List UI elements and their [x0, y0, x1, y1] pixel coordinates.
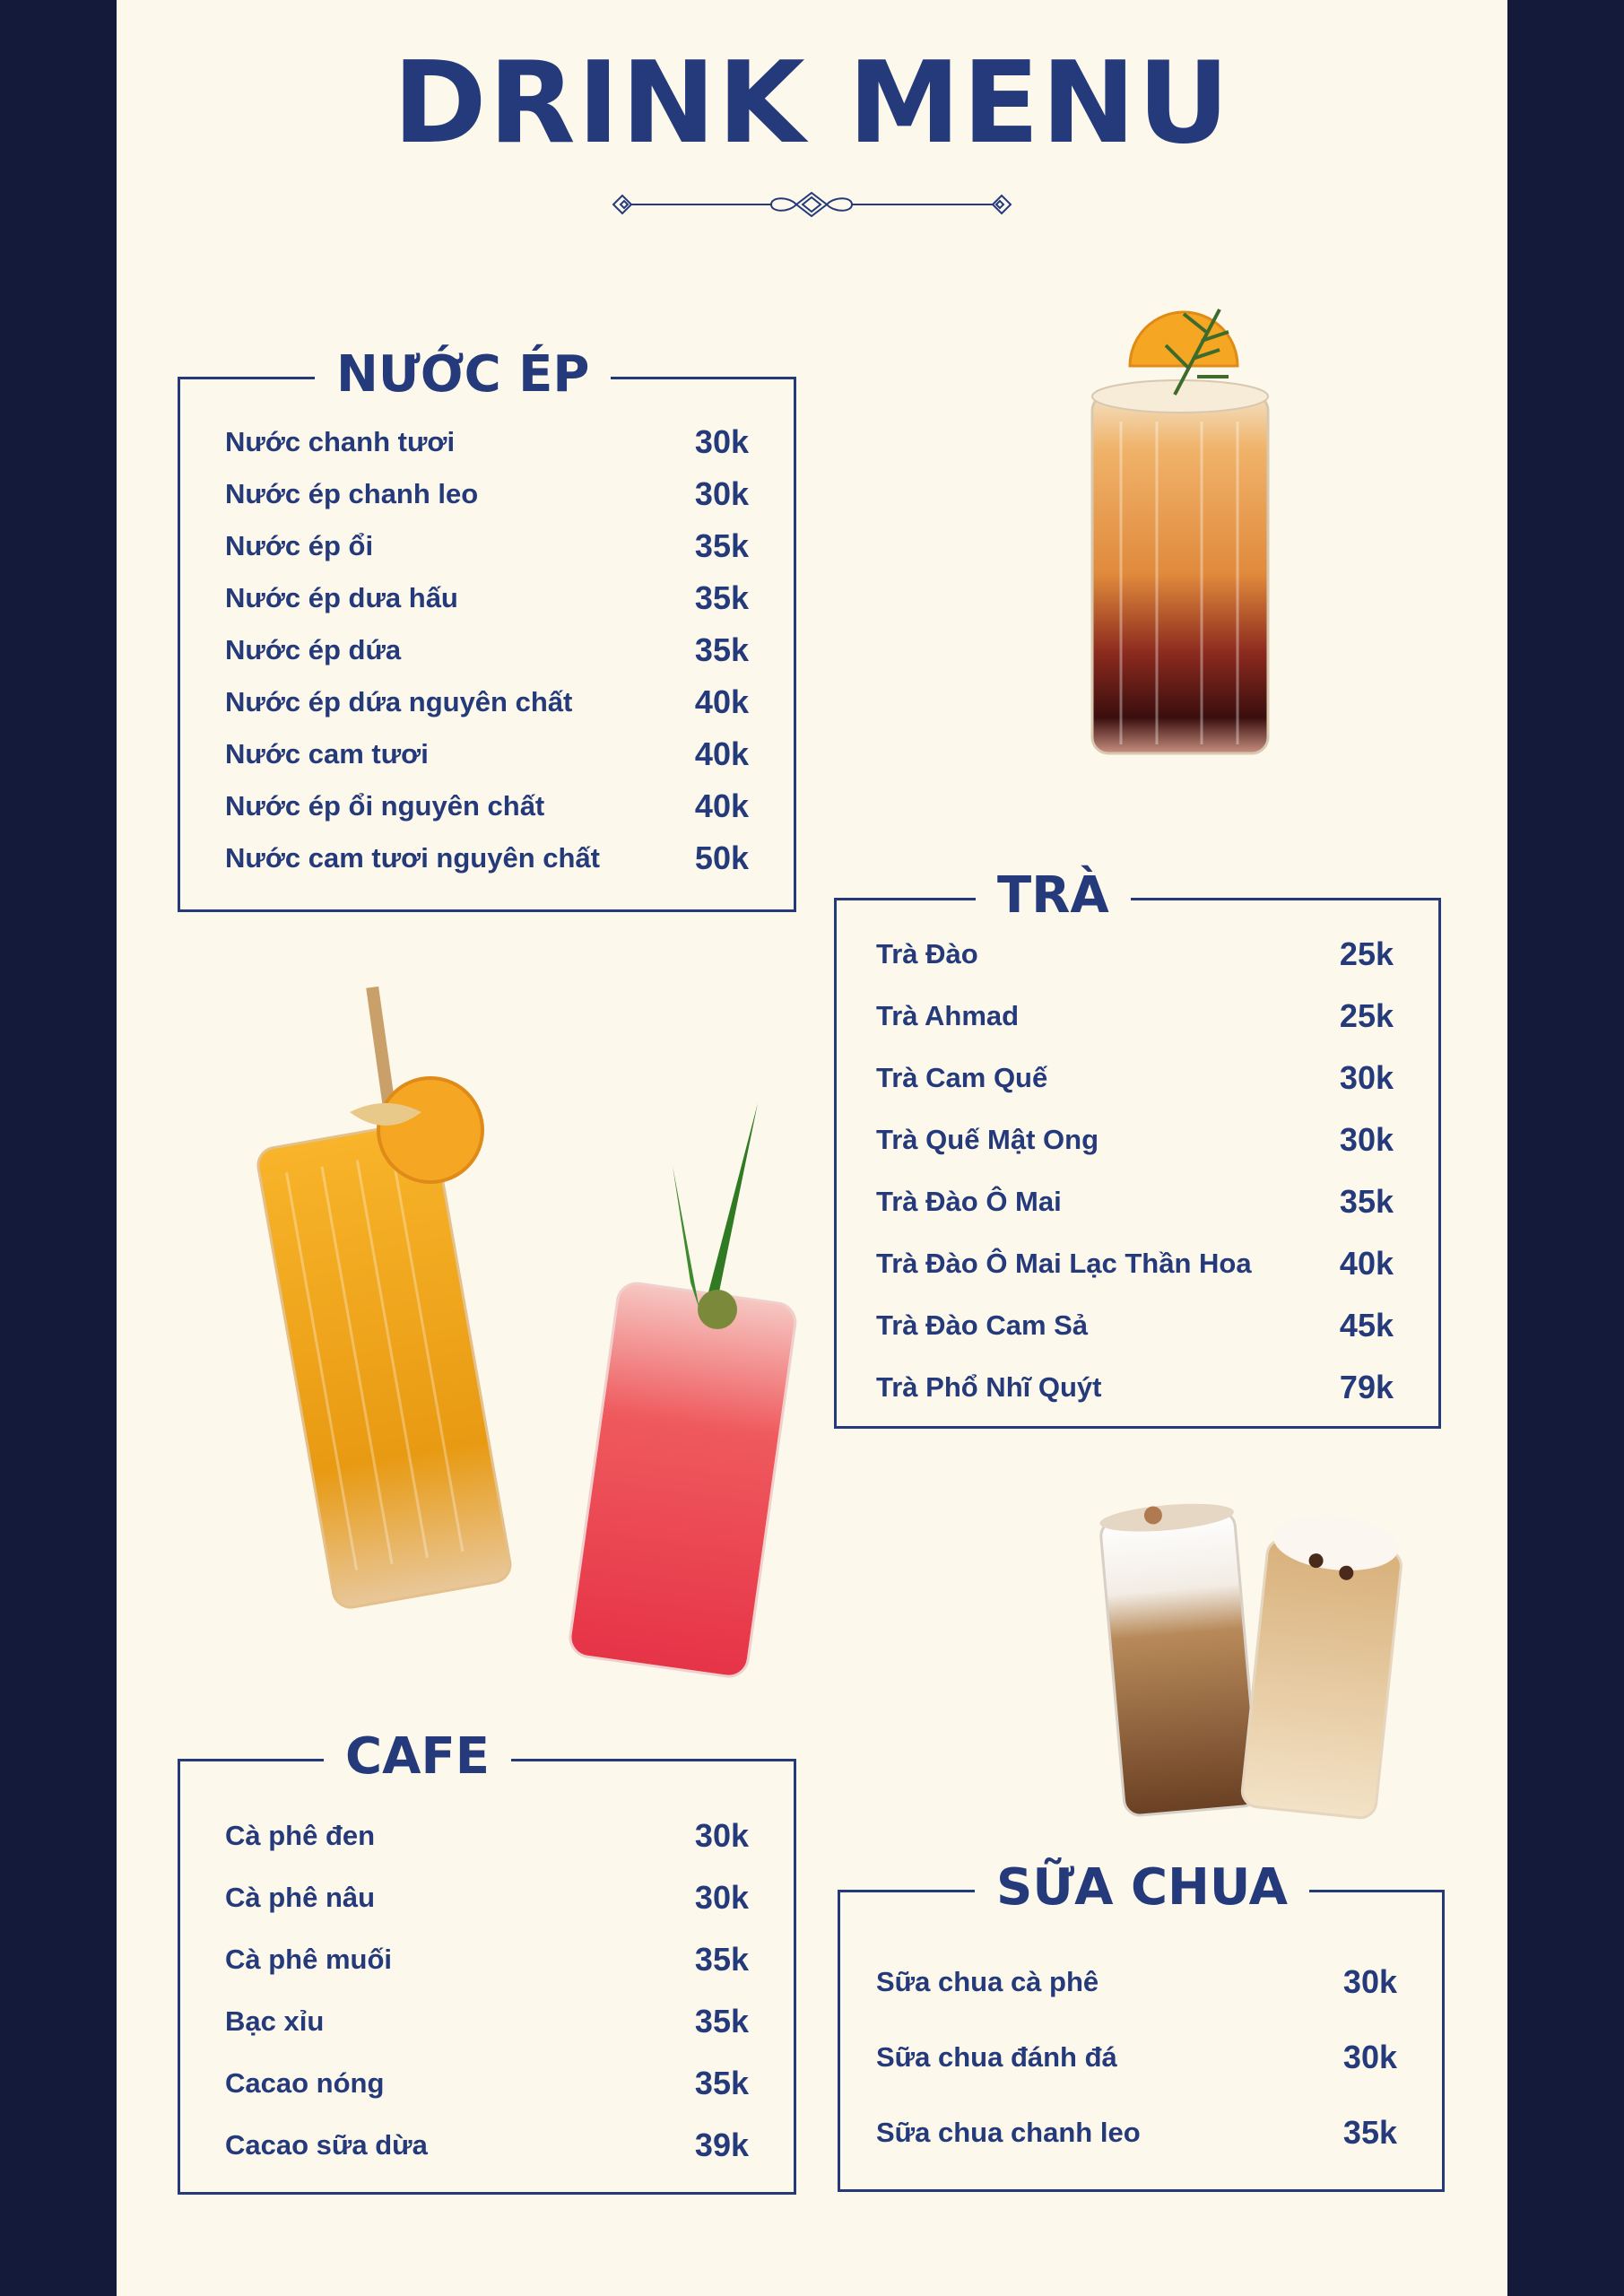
item-name: Cacao nóng — [225, 2067, 385, 2099]
menu-item — [876, 994, 1394, 1039]
item-price: 40k — [1339, 1245, 1394, 1282]
item-price: 30k — [1339, 1121, 1394, 1158]
item-price: 35k — [694, 2003, 749, 2039]
menu-item — [225, 680, 749, 725]
item-name: Sữa chua cà phê — [876, 1966, 1099, 1997]
item-price: 35k — [1339, 1183, 1394, 1220]
menu-item — [876, 1365, 1394, 1410]
menu-item — [876, 2110, 1397, 2155]
menu-item — [876, 1303, 1394, 1348]
item-name: Nước ép ổi nguyên chất — [225, 790, 545, 822]
menu-item — [225, 784, 749, 829]
item-name: Trà Quế Mật Ong — [876, 1124, 1099, 1155]
menu-item — [225, 2123, 749, 2168]
menu-item — [876, 1118, 1394, 1162]
item-price: 40k — [694, 683, 749, 720]
item-name: Sữa chua đánh đá — [876, 2041, 1117, 2073]
item-name: Trà Đào Cam Sả — [876, 1309, 1089, 1341]
item-name: Trà Đào Ô Mai — [876, 1186, 1062, 1217]
item-price: 30k — [1342, 1963, 1397, 2000]
item-name: Trà Ahmad — [876, 1000, 1020, 1031]
item-name: Nước chanh tươi — [225, 426, 456, 457]
item-price: 35k — [694, 631, 749, 668]
section-title: TRÀ — [976, 865, 1131, 927]
menu-item — [225, 1813, 749, 1858]
item-name: Cacao sữa dừa — [225, 2129, 428, 2161]
section-nuoc-ep — [178, 345, 796, 912]
menu-item — [876, 1960, 1397, 2005]
item-name: Nước ép chanh leo — [225, 478, 479, 509]
item-name: Trà Cam Quế — [876, 1062, 1048, 1093]
item-name: Nước ép dứa nguyên chất — [225, 686, 573, 718]
item-name: Nước cam tươi nguyên chất — [225, 842, 601, 874]
menu-title: DRINK MENU — [393, 37, 1231, 169]
item-price: 30k — [694, 423, 749, 460]
item-name: Trà Đào — [876, 938, 978, 970]
menu-item — [876, 1179, 1394, 1224]
item-price: 30k — [1339, 1059, 1394, 1096]
item-name: Nước ép ổi — [225, 530, 374, 561]
item-price: 30k — [694, 1817, 749, 1854]
item-name: Cà phê nâu — [225, 1882, 376, 1913]
item-price: 35k — [694, 579, 749, 616]
item-name: Trà Đào Ô Mai Lạc Thần Hoa — [876, 1248, 1252, 1279]
menu-item — [876, 932, 1394, 977]
item-price: 25k — [1339, 997, 1394, 1034]
menu-item — [225, 1999, 749, 2044]
menu-item — [225, 1937, 749, 1982]
item-price: 35k — [694, 1941, 749, 1978]
item-name: Sữa chua chanh leo — [876, 2117, 1141, 2148]
menu-item — [225, 472, 749, 517]
item-price: 79k — [1339, 1369, 1394, 1405]
iced-coffee-glasses-photo — [1076, 1489, 1453, 1821]
item-name: Nước cam tươi — [225, 738, 429, 770]
menu-item — [225, 836, 749, 881]
section-tra — [834, 866, 1441, 1429]
menu-item — [225, 1875, 749, 1920]
item-name: Nước ép dứa — [225, 634, 402, 665]
menu-item — [876, 1241, 1394, 1286]
item-price: 25k — [1339, 935, 1394, 972]
item-name: Nước ép dưa hấu — [225, 582, 458, 613]
item-price: 30k — [694, 475, 749, 512]
item-price: 45k — [1339, 1307, 1394, 1344]
item-price: 35k — [1342, 2114, 1397, 2151]
ornament-divider — [610, 184, 1014, 225]
menu-item — [225, 628, 749, 673]
section-sua-chua — [838, 1858, 1445, 2192]
item-price: 40k — [694, 735, 749, 772]
item-price: 30k — [694, 1879, 749, 1916]
item-price: 39k — [694, 2126, 749, 2163]
item-name: Bạc xỉu — [225, 2005, 325, 2037]
item-price: 35k — [694, 2065, 749, 2101]
item-price: 50k — [694, 839, 749, 876]
iced-tea-glass-photo — [1040, 296, 1309, 780]
menu-item — [876, 2035, 1397, 2080]
fruit-juice-glasses-photo — [215, 987, 798, 1686]
item-price: 35k — [694, 527, 749, 564]
section-title: SỮA CHUA — [975, 1857, 1309, 1919]
item-price: 40k — [694, 787, 749, 824]
menu-item — [876, 1056, 1394, 1100]
menu-item — [225, 576, 749, 621]
menu-item — [225, 420, 749, 465]
item-name: Trà Phổ Nhĩ Quýt — [876, 1371, 1102, 1403]
menu-item — [225, 2061, 749, 2106]
item-name: Cà phê đen — [225, 1820, 376, 1851]
section-cafe — [178, 1727, 796, 2195]
section-title: NƯỚC ÉP — [315, 344, 611, 406]
menu-page — [117, 0, 1507, 2296]
section-title: CAFE — [324, 1726, 511, 1788]
item-name: Cà phê muối — [225, 1944, 393, 1975]
item-price: 30k — [1342, 2039, 1397, 2075]
menu-item — [225, 524, 749, 569]
menu-item — [225, 732, 749, 777]
